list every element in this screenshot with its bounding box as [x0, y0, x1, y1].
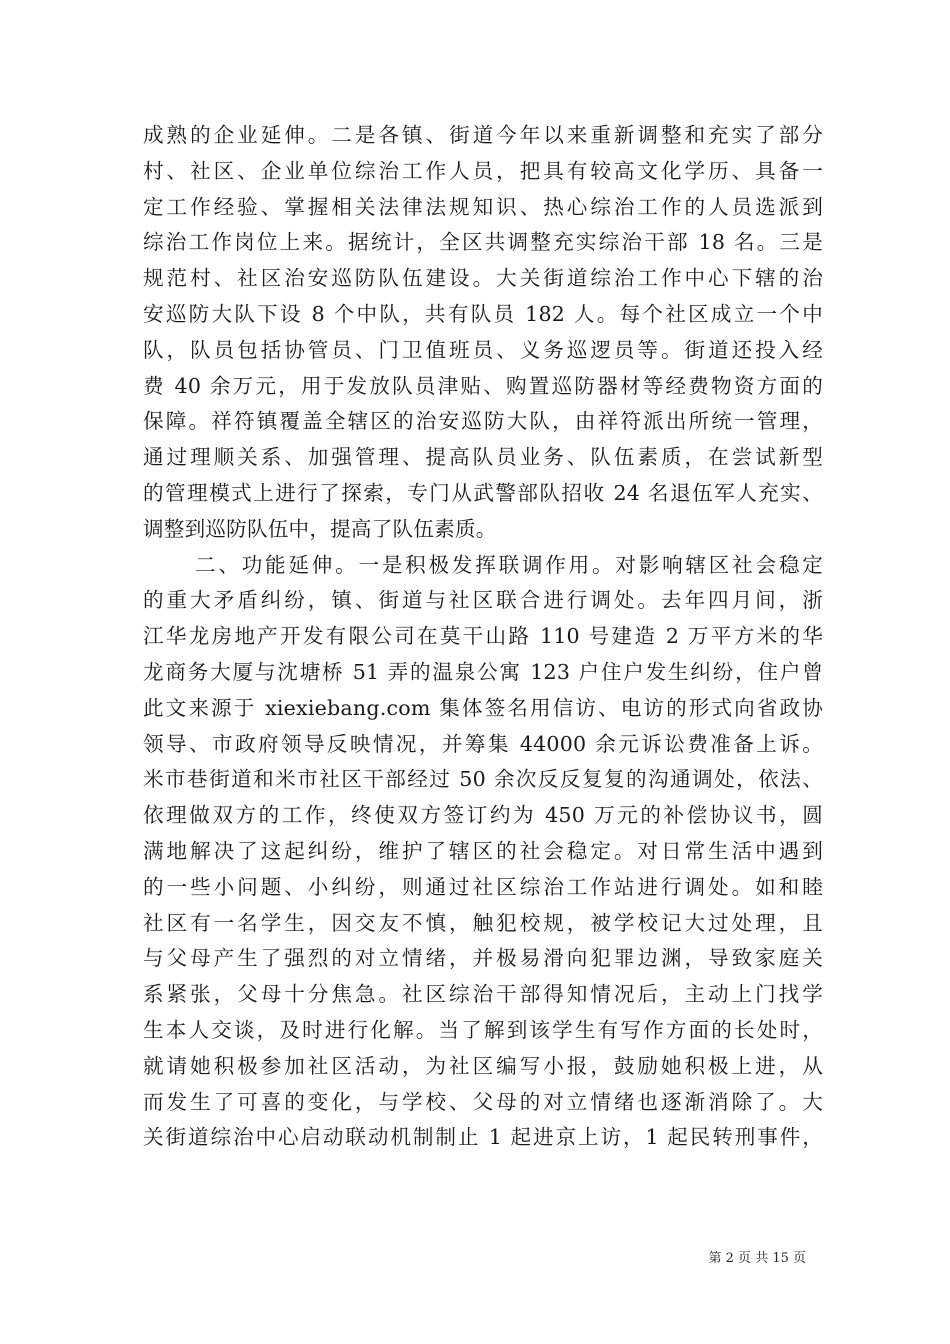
- text-line: 通过理顺关系、加强管理、提高队员业务、队伍素质，在尝试新型: [143, 445, 823, 470]
- text-line: 安巡防大队下设 8 个中队，共有队员 182 人。每个社区成立一个中: [143, 301, 823, 326]
- text-line: 满地解决了这起纠纷，维护了辖区的社会稳定。对日常生活中遇到: [143, 838, 823, 863]
- text-line: 规范村、社区治安巡防队伍建设。大关街道综治工作中心下辖的治: [143, 266, 823, 291]
- text-line: 依理做双方的工作，终使双方签订约为 450 万元的补偿协议书，圆: [143, 803, 823, 828]
- text-line: 米市巷街道和米市社区干部经过 50 余次反反复复的沟通调处，依法、: [143, 767, 823, 792]
- text-line: 成熟的企业延伸。二是各镇、街道今年以来重新调整和充实了部分: [143, 123, 823, 147]
- text-line: 就请她积极参加社区活动，为社区编写小报，鼓励她积极上进，从: [143, 1053, 823, 1078]
- text-line: 社区有一名学生，因交友不慎，触犯校规，被学校记大过处理，且: [143, 910, 823, 935]
- text-line: 的重大矛盾纠纷，镇、街道与社区联合进行调处。去年四月间，浙: [143, 588, 823, 613]
- text-line: 综治工作岗位上来。据统计，全区共调整充实综治干部 18 名。三是: [143, 230, 823, 255]
- text-line: 领导、市政府领导反映情况，并筹集 44000 余元诉讼费准备上诉。: [143, 731, 823, 756]
- text-line: 而发生了可喜的变化，与学校、父母的对立情绪也逐渐消除了。大: [143, 1089, 823, 1114]
- text-line: 此文来源于 xiexiebang.com 集体签名用信访、电访的形式向省政协: [143, 695, 823, 720]
- text-line: 的管理模式上进行了探索，专门从武警部队招收 24 名退伍军人充实、: [143, 480, 823, 505]
- text-line: 定工作经验、掌握相关法律法规知识、热心综治工作的人员选派到: [143, 194, 823, 219]
- text-line: 保障。祥符镇覆盖全辖区的治安巡防大队，由祥符派出所统一管理，: [143, 409, 823, 434]
- text-line: 江华龙房地产开发有限公司在莫干山路 110 号建造 2 万平方米的华: [143, 624, 823, 649]
- page-number-footer: 第 2 页 共 15 页: [708, 1251, 806, 1266]
- body-text: [143, 118, 823, 1156]
- text-line: 费 40 余万元，用于发放队员津贴、购置巡防器材等经费物资方面的: [143, 373, 823, 398]
- text-line: 关街道综治中心启动联动机制制止 1 起进京上访，1 起民转刑事件，: [143, 1125, 823, 1150]
- text-line: 村、社区、企业单位综治工作人员，把具有较高文化学历、具备一: [143, 158, 823, 183]
- text-line: 与父母产生了强烈的对立情绪，并极易滑向犯罪边渊，导致家庭关: [143, 946, 823, 971]
- text-line: 的一些小问题、小纠纷，则通过社区综治工作站进行调处。如和睦: [143, 874, 823, 899]
- text-line: 生本人交谈，及时进行化解。当了解到该学生有写作方面的长处时，: [143, 1017, 823, 1042]
- text-line: 队，队员包括协管员、门卫值班员、义务巡逻员等。街道还投入经: [143, 337, 823, 362]
- paragraph-start-line: 二、功能延伸。一是积极发挥联调作用。对影响辖区社会稳定: [195, 552, 823, 577]
- text-line: 龙商务大厦与沈塘桥 51 弄的温泉公寓 123 户住户发生纠纷，住户曾: [143, 659, 823, 684]
- text-line: 调整到巡防队伍中，提高了队伍素质。: [143, 516, 497, 541]
- text-line: 系紧张，父母十分焦急。社区综治干部得知情况后，主动上门找学: [143, 982, 823, 1007]
